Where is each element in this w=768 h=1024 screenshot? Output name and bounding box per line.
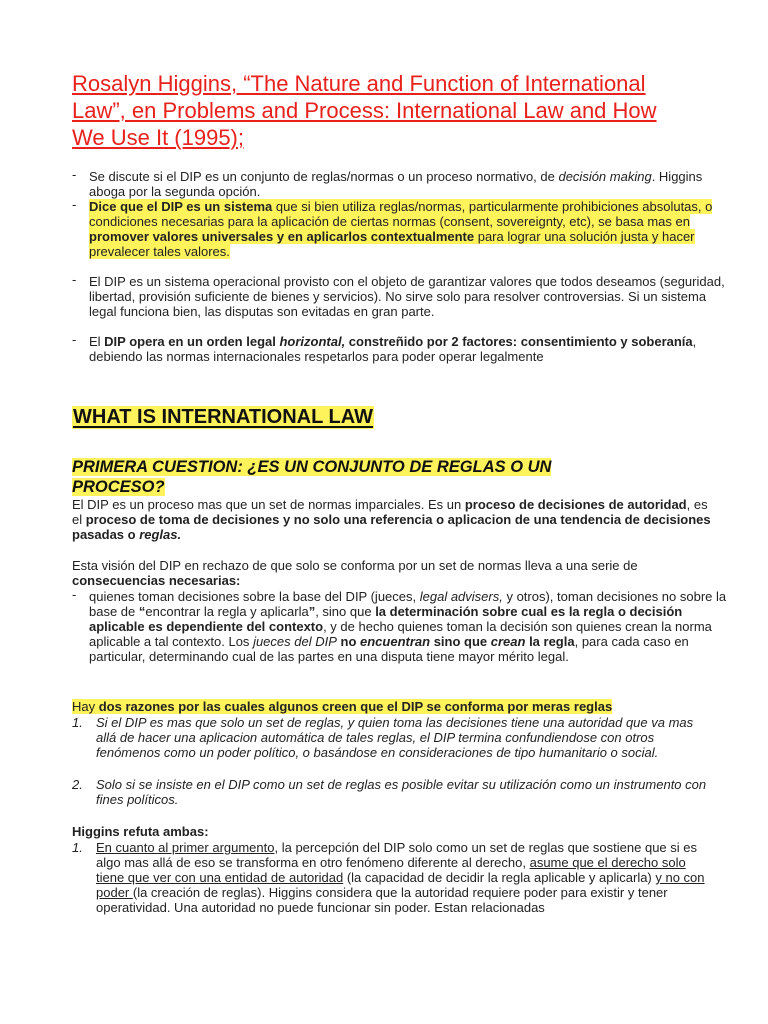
list-item: Si el DIP es mas que solo un set de reglas, y quien toma las decisiones tiene una autoridad que va mas allá de hacer una aplicacion automática de tales reglas, el DIP termina confundiendose con otros fenómenos como un poder político, o basándose en consideraciones de tipo humanitario o social. [96, 715, 694, 760]
bullet-decision-makers: quienes toman decisiones sobre la base del DIP (jueces, legal advisers, y otros), toman decisiones no sobre la base de “encontrar la regla y aplicarla”, sino que la determinación sobre cual es la regla o decisión aplicable es dependiente del contexto, y de hecho quienes toman la decisión son quienes crean la norma aplicable a tal contexto. Los jueces del DIP no encuentran sino que crean la regla, para cada caso en particular, determinando cual de las partes en una disputa tiene mayor mérito legal. [89, 589, 727, 664]
bullet-dash: - [72, 197, 77, 212]
bullet-system: Dice que el DIP es un sistema que si bien utiliza reglas/normas, particularmente prohibiciones absolutas, o condiciones necesarias para la aplicación de ciertas normas (consent, sovereignty, etc), se basa mas en promover valores universales y en aplicarlos contextualmente para lograr una solución justa y hacer prevalecer tales valores. [89, 199, 713, 259]
refuta-heading: Higgins refuta ambas: [72, 824, 209, 839]
bullet-horizontal-order: El DIP opera en un orden legal horizontal, constreñido por 2 factores: consentimiento y soberanía, debiendo las normas internacionales respetarlos para poder operar legalmente [89, 334, 697, 364]
document-title: Rosalyn Higgins, “The Nature and Function of International Law”, en Problems and Process: International Law and How We Use It (1995); [72, 71, 657, 150]
paragraph-consequences: Esta visión del DIP en rechazo de que solo se conforma por un set de normas lleva a una serie de consecuencias necesarias: [72, 558, 638, 588]
list-item: Solo si se insiste en el DIP como un set de reglas es posible evitar su utilización como un instrumento con fines políticos. [96, 777, 707, 807]
list-item: En cuanto al primer argumento, la percepción del DIP solo como un set de reglas que sostiene que si es algo mas allá de eso se transforma en otro fenómeno diferente al derecho, asume que el derecho solo tiene que ver con una entidad de autoridad (la capacidad de decidir la regla aplicable y aplicarla) y no con poder (la creación de reglas). Higgins considera que la autoridad requiere poder para existir y tener operatividad. Una autoridad no puede funcionar sin poder. Estan relacionadas [96, 840, 705, 915]
bullet-dash: - [72, 272, 77, 287]
section-heading: WHAT IS INTERNATIONAL LAW [73, 406, 373, 428]
subsection-heading: PRIMERA CUESTION: ¿ES UN CONJUNTO DE REGLAS O UN PROCESO? [72, 458, 552, 496]
list-number: 1. [72, 715, 83, 730]
list-number: 2. [72, 777, 83, 792]
paragraph-two-reasons: Hay dos razones por las cuales algunos creen que el DIP se conforma por meras reglas [72, 699, 613, 714]
list-number: 1. [72, 840, 83, 855]
bullet-debate: Se discute si el DIP es un conjunto de reglas/normas o un proceso normativo, de decisión making. Higgins aboga por la segunda opción. [89, 169, 703, 199]
bullet-dash: - [72, 332, 77, 347]
bullet-operational: El DIP es un sistema operacional provisto con el objeto de garantizar valores que todos deseamos (seguridad, libertad, provisión suficiente de bienes y servicios). No sirve solo para resolver controversias. Si un sistema legal funciona bien, las disputas son evitadas en gran parte. [89, 274, 725, 319]
bullet-dash: - [72, 587, 77, 602]
paragraph-process: El DIP es un proceso mas que un set de normas imparciales. Es un proceso de decisiones de autoridad, es el proceso de toma de decisiones y no solo una referencia o aplicacion de una tendencia de decisiones pasadas o reglas. [72, 497, 711, 542]
bullet-dash: - [72, 167, 77, 182]
